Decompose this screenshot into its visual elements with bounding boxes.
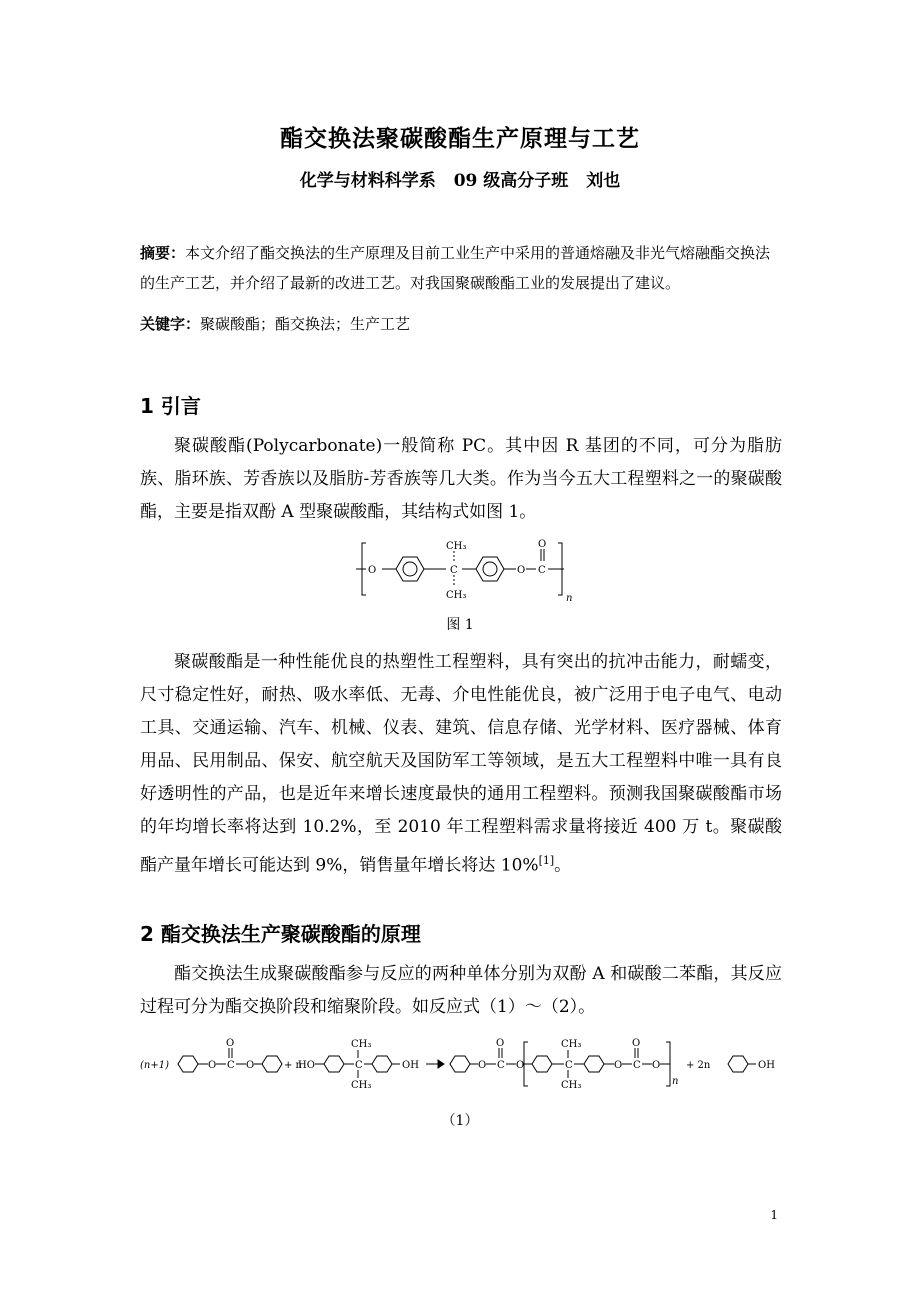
eq1-ch3-bottom-1: CH₃: [351, 1080, 372, 1091]
eq1-plus-2n: + 2n: [686, 1060, 711, 1071]
eq1-o-3: O: [478, 1060, 487, 1071]
eq1-c-2: C: [497, 1060, 505, 1071]
eq1-c-center-2: C: [565, 1060, 573, 1071]
eq1-plus-n: + n: [284, 1060, 302, 1071]
fig1-c-carbonyl: C: [538, 565, 546, 576]
eq1-c-center-1: C: [355, 1060, 363, 1071]
eq1-o-carbonyl-1: O: [226, 1038, 235, 1049]
keywords: [140, 312, 785, 336]
eq1-c-1: C: [227, 1060, 235, 1071]
eq1-c-3: C: [633, 1060, 641, 1071]
abstract-text: 本文介绍了酯交换法的生产原理及目前工业生产中采用的普通熔融及非光气熔融酯交换法的生产工艺，并介绍了最新的改进工艺。对我国聚碳酸酯工业的发展提出了建议。: [140, 244, 771, 292]
abstract-label: 摘要：: [140, 244, 186, 262]
keywords-label: 关键字：: [140, 315, 201, 333]
eq1-o-2: O: [246, 1060, 255, 1071]
eq1-oh-2: OH: [758, 1060, 775, 1071]
eq1-n-plus-1: (n+1): [140, 1060, 169, 1071]
author-class: 09 级高分子班: [453, 171, 569, 191]
section-1-paragraph-2-text: 聚碳酸酯是一种性能优良的热塑性工程塑料，具有突出的抗冲击能力，耐蠕变，尺寸稳定性好，耐热、吸水率低、无毒、介电性能优良，被广泛用于电子电气、电动工具、交通运输、汽车、机械、仪表、建筑、信息存储、光学材料、医疗器械、体育用品、民用制品、保安、航空航天及国防军工等领域，是五大工程塑料中唯一具有良好透明性的产品，也是近年来增长速度最快的通用工程塑料。预测我国聚碳酸酯市场的年均增长率将达到 10.2%，至 2010 年工程塑料需求量将接近 400 万 t。聚碳酸酯产量年增长可能达到 9%，销售量年增长将达 10%: [140, 652, 782, 876]
eq1-ch3-top-1: CH₃: [351, 1039, 372, 1050]
fig1-o-carbonyl: O: [538, 539, 547, 550]
eq1-ch3-top-2: CH₃: [561, 1039, 582, 1050]
paper-title: 酯交换法聚碳酸酯生产原理与工艺: [280, 125, 640, 152]
equation-1-caption: （1）: [441, 1113, 479, 1129]
author-line: [0, 166, 920, 191]
fig1-n-subscript: n: [566, 593, 573, 604]
fig1-o-left: O: [368, 565, 377, 576]
eq1-ho: HO: [298, 1060, 315, 1071]
section-1-paragraph-2: [140, 646, 782, 883]
eq1-o-1: O: [208, 1060, 217, 1071]
fig1-ch3-top: CH₃: [446, 541, 467, 552]
section-1-paragraph-1: 聚碳酸酯(Polycarbonate)一般简称 PC。其中因 R 基团的不同，可分为脂肪族、脂环族、芳香族以及脂肪-芳香族等几大类。作为当今五大工程塑料之一的聚碳酸酯，主要是指双酚 A 型聚碳酸酯，其结构式如图 1。: [140, 436, 782, 522]
author-dept: 化学与材料科学系: [299, 171, 436, 191]
figure-1-caption: 图 1: [446, 617, 474, 633]
section-2-paragraph-1: 酯交换法生成聚碳酸酯参与反应的两种单体分别为双酚 A 和碳酸二苯酯，其反应过程可分为酯交换阶段和缩聚阶段。如反应式（1）～（2）。: [140, 964, 782, 1017]
eq1-o-4: O: [516, 1060, 525, 1071]
fig1-c-center: C: [450, 565, 458, 576]
eq1-o-carbonyl-3: O: [632, 1038, 641, 1049]
eq1-ch3-bottom-2: CH₃: [561, 1080, 582, 1091]
page-number: 1: [770, 1208, 778, 1222]
section-1-paragraph-2-end: 。: [554, 855, 572, 876]
fig1-o-right: O: [517, 565, 526, 576]
eq1-o-6: O: [652, 1060, 661, 1071]
fig1-ch3-bottom: CH₃: [446, 590, 467, 601]
eq1-o-carbonyl-2: O: [496, 1038, 505, 1049]
eq1-n-subscript: n: [672, 1076, 679, 1087]
abstract: [140, 238, 785, 298]
figure-1-structure: [352, 535, 582, 605]
section-1-heading: 1 引言: [140, 394, 201, 418]
keywords-text: 聚碳酸酯；酯交换法；生产工艺: [200, 315, 411, 333]
eq1-oh-1: OH: [402, 1060, 419, 1071]
author-name: 刘也: [586, 171, 621, 191]
reaction-equation-1: [140, 1036, 785, 1092]
eq1-o-5: O: [614, 1060, 623, 1071]
citation-1: [1]: [538, 854, 555, 867]
section-2-heading: 2 酯交换法生产聚碳酸酯的原理: [140, 922, 421, 946]
